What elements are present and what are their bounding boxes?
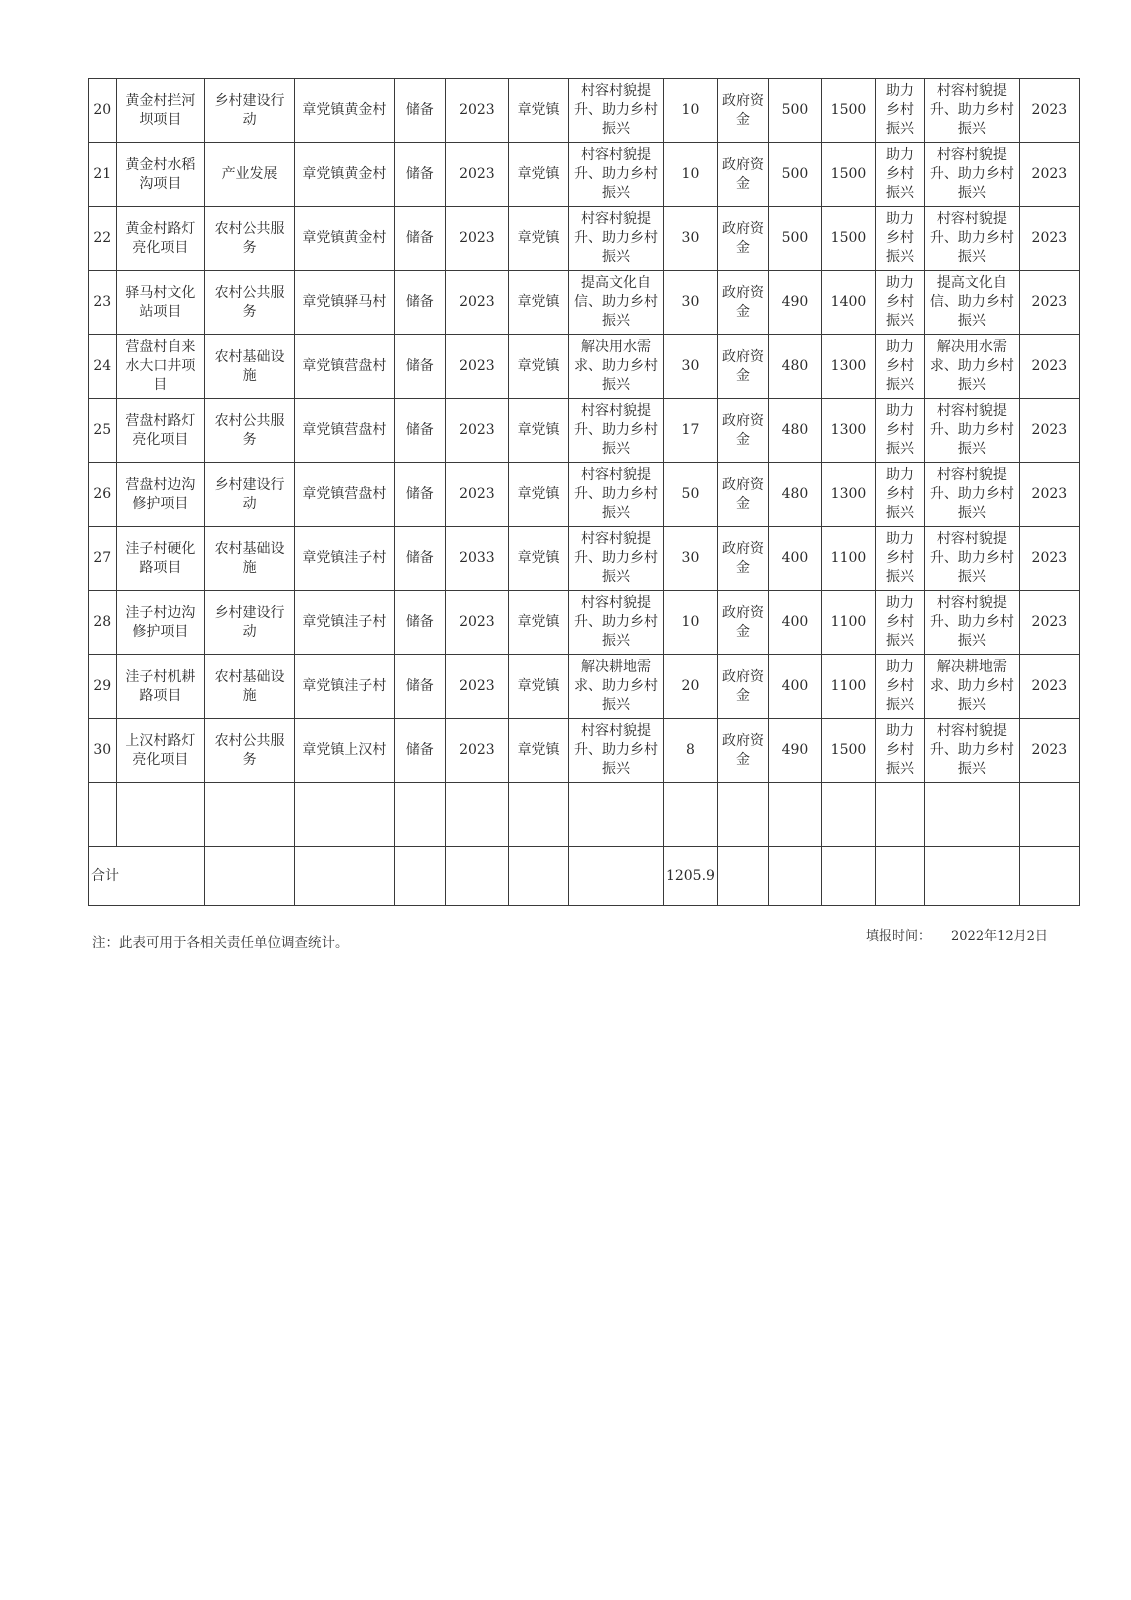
cell-status: 储备 <box>394 591 445 655</box>
cell-amount: 10 <box>663 143 717 207</box>
cell-benefit: 村容村貌提升、助力乡村振兴 <box>569 527 664 591</box>
cell-category: 农村基础设施 <box>205 527 295 591</box>
cell-status: 储备 <box>394 463 445 527</box>
cell-no: 30 <box>89 719 117 783</box>
empty-cell <box>294 783 394 847</box>
cell-location: 章党镇黄金村 <box>294 79 394 143</box>
cell-category: 农村公共服务 <box>205 207 295 271</box>
cell-households: 480 <box>768 399 821 463</box>
empty-cell <box>394 783 445 847</box>
cell-people: 1300 <box>821 335 875 399</box>
cell-source: 政府资金 <box>717 143 768 207</box>
cell-end-year: 2023 <box>1019 335 1079 399</box>
cell-unit: 章党镇 <box>509 463 569 527</box>
cell-benefit: 村容村貌提升、助力乡村振兴 <box>569 591 664 655</box>
cell-benefit: 村容村貌提升、助力乡村振兴 <box>569 463 664 527</box>
cell-year: 2023 <box>445 463 508 527</box>
cell-amount: 10 <box>663 591 717 655</box>
total-amount: 1205.9 <box>663 847 717 906</box>
cell-name: 营盘村边沟修护项目 <box>116 463 205 527</box>
cell-location: 章党镇洼子村 <box>294 655 394 719</box>
cell-mechanism: 助力乡村振兴 <box>876 591 925 655</box>
cell-goal: 提高文化自信、助力乡村振兴 <box>924 271 1019 335</box>
table-row <box>89 335 1080 399</box>
cell-people: 1100 <box>821 591 875 655</box>
cell-status: 储备 <box>394 207 445 271</box>
cell-goal: 解决用水需求、助力乡村振兴 <box>924 335 1019 399</box>
cell-name: 黄金村水稻沟项目 <box>116 143 205 207</box>
cell-no: 27 <box>89 527 117 591</box>
cell-people: 1500 <box>821 207 875 271</box>
cell-mechanism: 助力乡村振兴 <box>876 463 925 527</box>
cell-unit: 章党镇 <box>509 719 569 783</box>
cell-no: 24 <box>89 335 117 399</box>
cell-households: 490 <box>768 719 821 783</box>
cell-goal: 村容村貌提升、助力乡村振兴 <box>924 527 1019 591</box>
cell-benefit: 村容村貌提升、助力乡村振兴 <box>569 79 664 143</box>
cell-year: 2023 <box>445 207 508 271</box>
empty-cell <box>717 847 768 906</box>
table-row <box>89 79 1080 143</box>
cell-source: 政府资金 <box>717 527 768 591</box>
cell-households: 490 <box>768 271 821 335</box>
cell-goal: 村容村貌提升、助力乡村振兴 <box>924 399 1019 463</box>
cell-location: 章党镇营盘村 <box>294 399 394 463</box>
empty-cell <box>924 783 1019 847</box>
cell-location: 章党镇营盘村 <box>294 463 394 527</box>
cell-people: 1400 <box>821 271 875 335</box>
cell-location: 章党镇上汉村 <box>294 719 394 783</box>
cell-year: 2023 <box>445 143 508 207</box>
cell-location: 章党镇洼子村 <box>294 591 394 655</box>
cell-source: 政府资金 <box>717 655 768 719</box>
project-table-container <box>88 78 1080 906</box>
cell-category: 乡村建设行动 <box>205 463 295 527</box>
cell-location: 章党镇洼子村 <box>294 527 394 591</box>
cell-end-year: 2023 <box>1019 527 1079 591</box>
cell-benefit: 村容村貌提升、助力乡村振兴 <box>569 399 664 463</box>
cell-mechanism: 助力乡村振兴 <box>876 207 925 271</box>
table-row <box>89 655 1080 719</box>
cell-year: 2023 <box>445 335 508 399</box>
cell-unit: 章党镇 <box>509 79 569 143</box>
empty-cell <box>394 847 445 906</box>
cell-unit: 章党镇 <box>509 207 569 271</box>
cell-goal: 村容村貌提升、助力乡村振兴 <box>924 207 1019 271</box>
empty-cell <box>445 783 508 847</box>
cell-end-year: 2023 <box>1019 79 1079 143</box>
cell-benefit: 解决耕地需求、助力乡村振兴 <box>569 655 664 719</box>
cell-households: 400 <box>768 591 821 655</box>
cell-people: 1100 <box>821 655 875 719</box>
cell-amount: 10 <box>663 79 717 143</box>
cell-end-year: 2023 <box>1019 719 1079 783</box>
cell-no: 22 <box>89 207 117 271</box>
cell-category: 农村基础设施 <box>205 655 295 719</box>
cell-year: 2023 <box>445 719 508 783</box>
cell-source: 政府资金 <box>717 399 768 463</box>
cell-category: 农村公共服务 <box>205 271 295 335</box>
cell-status: 储备 <box>394 719 445 783</box>
total-label: 合计 <box>89 847 205 906</box>
cell-no: 20 <box>89 79 117 143</box>
cell-year: 2023 <box>445 399 508 463</box>
cell-mechanism: 助力乡村振兴 <box>876 335 925 399</box>
cell-name: 营盘村路灯亮化项目 <box>116 399 205 463</box>
cell-name: 洼子村机耕路项目 <box>116 655 205 719</box>
empty-cell <box>569 847 664 906</box>
cell-year: 2023 <box>445 271 508 335</box>
cell-people: 1100 <box>821 527 875 591</box>
cell-amount: 20 <box>663 655 717 719</box>
cell-amount: 50 <box>663 463 717 527</box>
empty-cell <box>768 783 821 847</box>
project-table <box>88 78 1080 906</box>
blank-row <box>89 783 1080 847</box>
cell-households: 500 <box>768 207 821 271</box>
cell-location: 章党镇营盘村 <box>294 335 394 399</box>
empty-cell <box>876 783 925 847</box>
cell-households: 400 <box>768 527 821 591</box>
cell-benefit: 村容村貌提升、助力乡村振兴 <box>569 719 664 783</box>
table-row <box>89 207 1080 271</box>
cell-mechanism: 助力乡村振兴 <box>876 655 925 719</box>
cell-amount: 30 <box>663 207 717 271</box>
cell-mechanism: 助力乡村振兴 <box>876 271 925 335</box>
cell-status: 储备 <box>394 271 445 335</box>
empty-cell <box>509 847 569 906</box>
cell-end-year: 2023 <box>1019 271 1079 335</box>
cell-no: 28 <box>89 591 117 655</box>
table-row <box>89 591 1080 655</box>
cell-year: 2033 <box>445 527 508 591</box>
cell-location: 章党镇黄金村 <box>294 143 394 207</box>
empty-cell <box>509 783 569 847</box>
empty-cell <box>821 783 875 847</box>
cell-benefit: 村容村貌提升、助力乡村振兴 <box>569 143 664 207</box>
cell-no: 26 <box>89 463 117 527</box>
empty-cell <box>1019 783 1079 847</box>
cell-source: 政府资金 <box>717 591 768 655</box>
cell-goal: 村容村貌提升、助力乡村振兴 <box>924 463 1019 527</box>
cell-unit: 章党镇 <box>509 271 569 335</box>
empty-cell <box>205 847 295 906</box>
cell-benefit: 提高文化自信、助力乡村振兴 <box>569 271 664 335</box>
cell-end-year: 2023 <box>1019 591 1079 655</box>
table-row <box>89 463 1080 527</box>
cell-category: 农村公共服务 <box>205 399 295 463</box>
cell-end-year: 2023 <box>1019 399 1079 463</box>
cell-source: 政府资金 <box>717 271 768 335</box>
cell-name: 黄金村路灯亮化项目 <box>116 207 205 271</box>
cell-households: 480 <box>768 335 821 399</box>
empty-cell <box>924 847 1019 906</box>
fill-date-value: 2022年12月2日 <box>951 929 1048 944</box>
cell-amount: 17 <box>663 399 717 463</box>
cell-name: 黄金村拦河坝项目 <box>116 79 205 143</box>
cell-people: 1500 <box>821 143 875 207</box>
cell-end-year: 2023 <box>1019 463 1079 527</box>
cell-people: 1300 <box>821 463 875 527</box>
cell-benefit: 解决用水需求、助力乡村振兴 <box>569 335 664 399</box>
cell-source: 政府资金 <box>717 463 768 527</box>
cell-amount: 30 <box>663 335 717 399</box>
footnote: 注：此表可用于各相关责任单位调查统计。 <box>92 935 349 951</box>
cell-end-year: 2023 <box>1019 655 1079 719</box>
cell-status: 储备 <box>394 655 445 719</box>
cell-unit: 章党镇 <box>509 335 569 399</box>
cell-category: 乡村建设行动 <box>205 79 295 143</box>
cell-year: 2023 <box>445 655 508 719</box>
cell-source: 政府资金 <box>717 719 768 783</box>
cell-year: 2023 <box>445 591 508 655</box>
empty-cell <box>89 783 117 847</box>
cell-mechanism: 助力乡村振兴 <box>876 399 925 463</box>
table-row <box>89 143 1080 207</box>
cell-goal: 解决耕地需求、助力乡村振兴 <box>924 655 1019 719</box>
cell-name: 驿马村文化站项目 <box>116 271 205 335</box>
fill-date-label: 填报时间： <box>866 929 932 944</box>
cell-status: 储备 <box>394 143 445 207</box>
cell-name: 营盘村自来水大口井项目 <box>116 335 205 399</box>
empty-cell <box>294 847 394 906</box>
cell-name: 洼子村硬化路项目 <box>116 527 205 591</box>
empty-cell <box>663 783 717 847</box>
cell-status: 储备 <box>394 399 445 463</box>
table-row <box>89 719 1080 783</box>
empty-cell <box>205 783 295 847</box>
cell-households: 500 <box>768 143 821 207</box>
empty-cell <box>116 783 205 847</box>
cell-source: 政府资金 <box>717 207 768 271</box>
empty-cell <box>821 847 875 906</box>
empty-cell <box>1019 847 1079 906</box>
cell-location: 章党镇黄金村 <box>294 207 394 271</box>
cell-mechanism: 助力乡村振兴 <box>876 79 925 143</box>
cell-category: 农村公共服务 <box>205 719 295 783</box>
table-row <box>89 527 1080 591</box>
cell-goal: 村容村貌提升、助力乡村振兴 <box>924 143 1019 207</box>
cell-no: 23 <box>89 271 117 335</box>
empty-cell <box>445 847 508 906</box>
total-row <box>89 847 1080 906</box>
cell-unit: 章党镇 <box>509 143 569 207</box>
cell-unit: 章党镇 <box>509 527 569 591</box>
table-row <box>89 271 1080 335</box>
cell-households: 480 <box>768 463 821 527</box>
cell-unit: 章党镇 <box>509 591 569 655</box>
empty-cell <box>768 847 821 906</box>
cell-year: 2023 <box>445 79 508 143</box>
cell-name: 洼子村边沟修护项目 <box>116 591 205 655</box>
cell-mechanism: 助力乡村振兴 <box>876 527 925 591</box>
cell-goal: 村容村貌提升、助力乡村振兴 <box>924 591 1019 655</box>
empty-cell <box>876 847 925 906</box>
cell-source: 政府资金 <box>717 79 768 143</box>
cell-category: 乡村建设行动 <box>205 591 295 655</box>
cell-name: 上汉村路灯亮化项目 <box>116 719 205 783</box>
cell-goal: 村容村貌提升、助力乡村振兴 <box>924 719 1019 783</box>
cell-people: 1300 <box>821 399 875 463</box>
table-body <box>89 79 1080 906</box>
table-row <box>89 399 1080 463</box>
cell-no: 25 <box>89 399 117 463</box>
cell-amount: 30 <box>663 271 717 335</box>
cell-end-year: 2023 <box>1019 143 1079 207</box>
cell-mechanism: 助力乡村振兴 <box>876 143 925 207</box>
cell-amount: 8 <box>663 719 717 783</box>
cell-goal: 村容村貌提升、助力乡村振兴 <box>924 79 1019 143</box>
cell-status: 储备 <box>394 79 445 143</box>
cell-no: 21 <box>89 143 117 207</box>
cell-status: 储备 <box>394 527 445 591</box>
cell-households: 500 <box>768 79 821 143</box>
cell-end-year: 2023 <box>1019 207 1079 271</box>
empty-cell <box>717 783 768 847</box>
cell-benefit: 村容村貌提升、助力乡村振兴 <box>569 207 664 271</box>
cell-category: 农村基础设施 <box>205 335 295 399</box>
cell-people: 1500 <box>821 79 875 143</box>
cell-unit: 章党镇 <box>509 399 569 463</box>
cell-source: 政府资金 <box>717 335 768 399</box>
fill-date <box>866 925 1048 944</box>
cell-households: 400 <box>768 655 821 719</box>
empty-cell <box>569 783 664 847</box>
cell-status: 储备 <box>394 335 445 399</box>
cell-category: 产业发展 <box>205 143 295 207</box>
cell-no: 29 <box>89 655 117 719</box>
cell-unit: 章党镇 <box>509 655 569 719</box>
cell-location: 章党镇驿马村 <box>294 271 394 335</box>
cell-amount: 30 <box>663 527 717 591</box>
cell-mechanism: 助力乡村振兴 <box>876 719 925 783</box>
cell-people: 1500 <box>821 719 875 783</box>
